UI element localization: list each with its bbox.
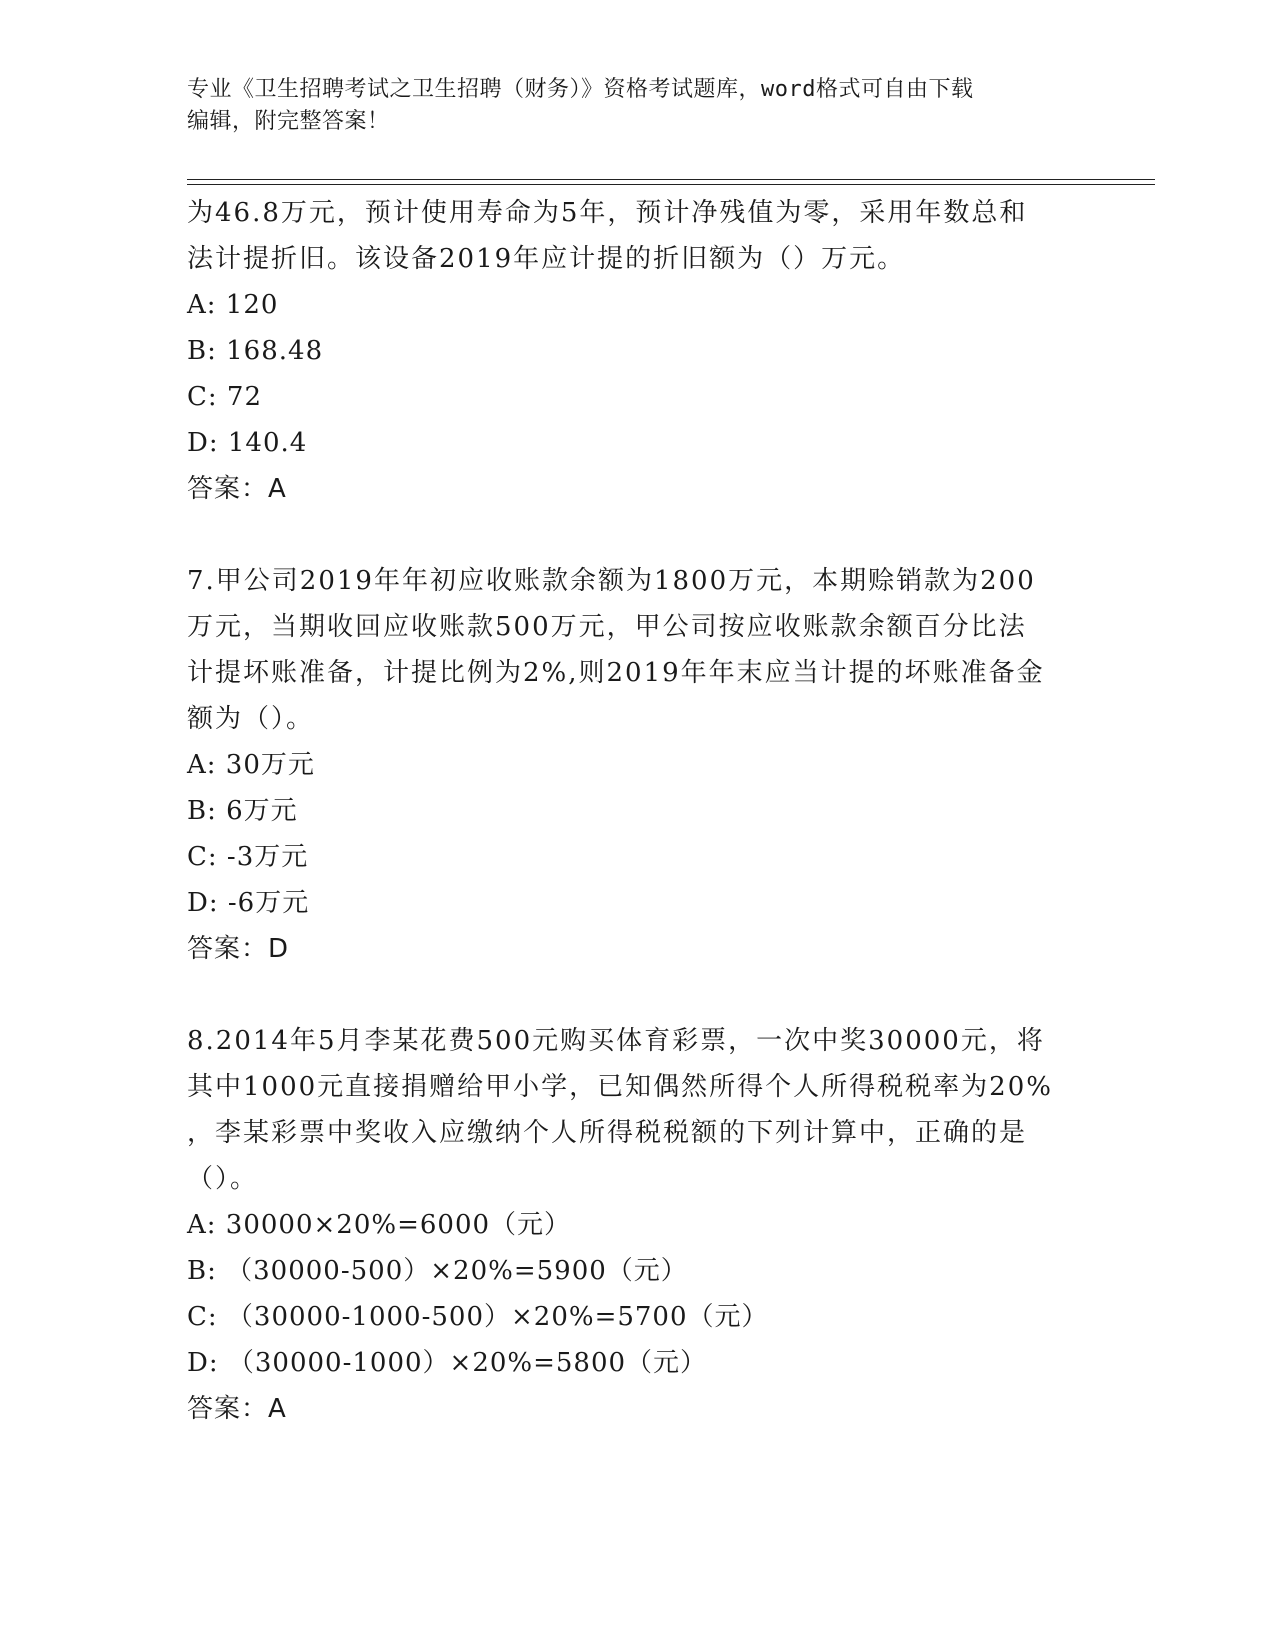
question-7: [187, 558, 1087, 972]
option-a: A: 30万元: [187, 750, 315, 780]
option-b: B: （30000-500）×20%=5900（元）: [187, 1256, 688, 1286]
question-text-line: 计提坏账准备，计提比例为2%,则2019年年末应当计提的坏账准备金: [187, 658, 1045, 688]
question-text-line: 法计提折旧。该设备2019年应计提的折旧额为（）万元。: [187, 244, 906, 274]
option-c: C: 72: [187, 382, 263, 412]
question-text-line: （）。: [187, 1164, 259, 1194]
question-text-line: 8.2014年5月李某花费500元购买体育彩票，一次中奖30000元，将: [187, 1026, 1045, 1056]
question-text-line: 额为（）。: [187, 704, 315, 734]
question-text-line: 为46.8万元，预计使用寿命为5年，预计净残值为零，采用年数总和: [187, 198, 1028, 228]
header-line-1: 专业《卫生招聘考试之卫生招聘（财务）》资格考试题库，word格式可自由下载: [187, 77, 974, 102]
question-text-line: ，李某彩票中奖收入应缴纳个人所得税税额的下列计算中，正确的是: [187, 1118, 1028, 1148]
question-6: [187, 190, 1087, 512]
header-line-2: 编辑，附完整答案！: [187, 109, 390, 134]
answer-line: 答案：D: [187, 934, 290, 964]
option-c: C: -3万元: [187, 842, 309, 872]
question-text-line: 万元，当期收回应收账款500万元，甲公司按应收账款余额百分比法: [187, 612, 1027, 642]
document-header: [187, 74, 1087, 138]
option-b: B: 6万元: [187, 796, 298, 826]
option-a: A: 30000×20%=6000（元）: [187, 1210, 572, 1240]
question-text-line: 其中1000元直接捐赠给甲小学，已知偶然所得个人所得税税率为20%: [187, 1072, 1053, 1102]
option-a: A: 120: [187, 290, 279, 320]
answer-line: 答案：A: [187, 1394, 287, 1424]
option-d: D: 140.4: [187, 428, 308, 458]
answer-line: 答案：A: [187, 474, 287, 504]
option-d: D: （30000-1000）×20%=5800（元）: [187, 1348, 708, 1378]
header-divider-bottom: [187, 184, 1155, 185]
option-d: D: -6万元: [187, 888, 310, 918]
question-text-line: 7.甲公司2019年年初应收账款余额为1800万元，本期赊销款为200: [187, 566, 1036, 596]
spacer: [187, 972, 1087, 1018]
document-body: [187, 190, 1087, 1432]
option-c: C: （30000-1000-500）×20%=5700（元）: [187, 1302, 769, 1332]
header-divider-top: [187, 179, 1155, 180]
question-8: [187, 1018, 1087, 1432]
option-b: B: 168.48: [187, 336, 324, 366]
spacer: [187, 512, 1087, 558]
